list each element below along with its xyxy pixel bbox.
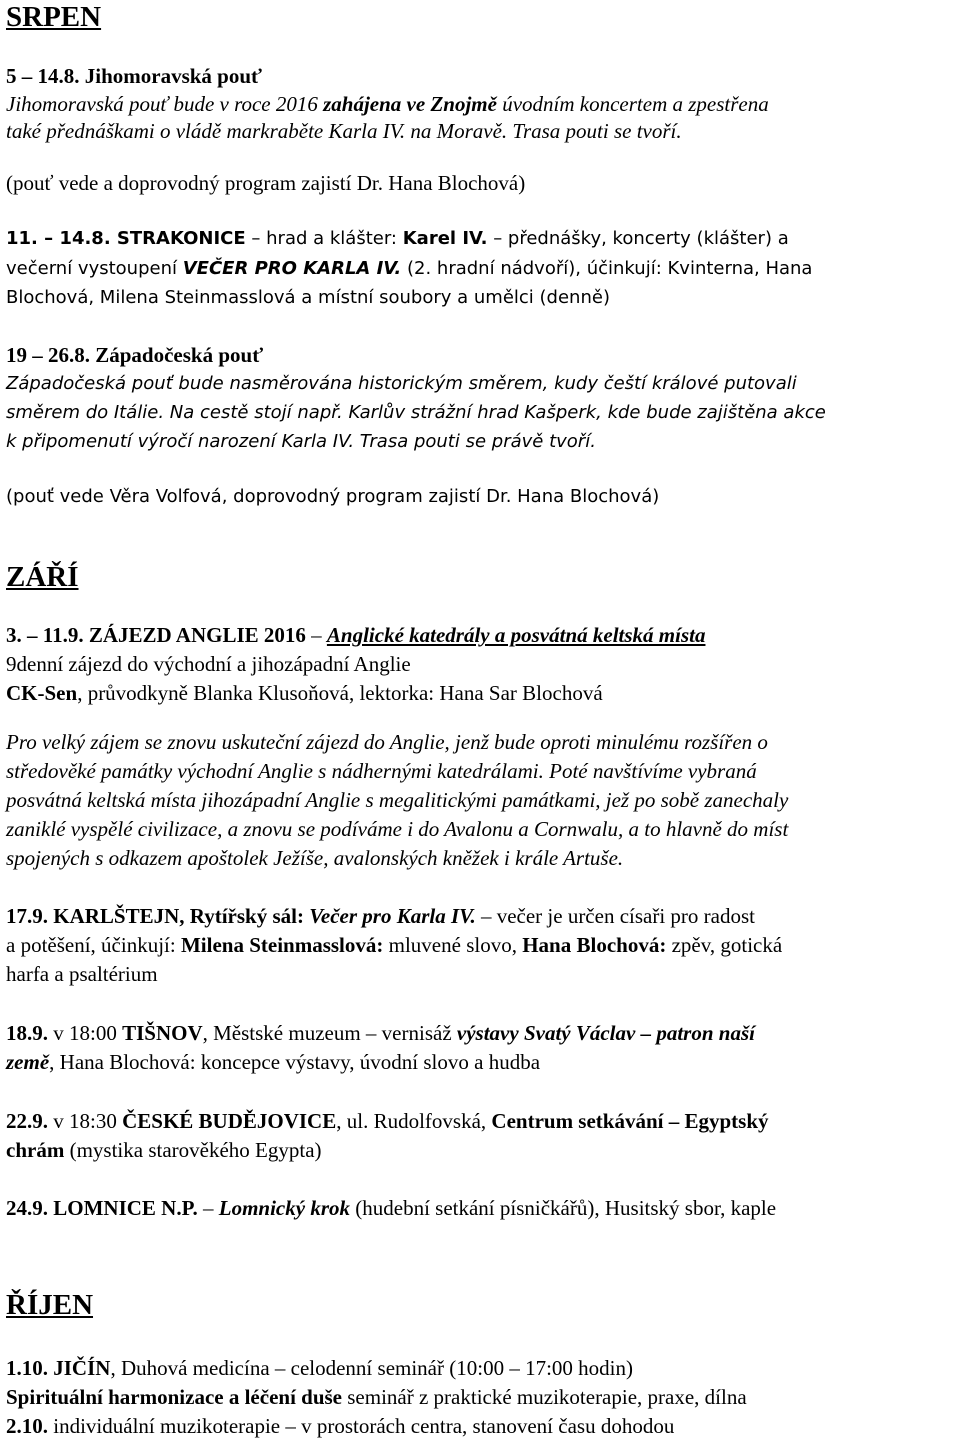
text-run: 19 – 26.8. Západočeská pouť [6,343,264,367]
text-run: (hudební setkání písničkářů), Husitský sbor, kaple [350,1196,777,1220]
text-run: Karel IV. [402,228,488,249]
text-run: 18.9. [6,1021,48,1045]
text-run: úvodním koncertem a zpestřena [496,92,769,116]
event-anglie-desc-1 [6,729,768,755]
text-run: k připomenutí výročí narození Karla IV. Trasa pouti se právě tvoří. [6,431,596,452]
text-run: – [197,1196,219,1220]
event-jihomoravska-desc-1 [6,91,769,117]
text-run: 5 – 14.8. Jihomoravská pouť [6,64,262,88]
text-run: Pro velký zájem se znovu uskuteční zájezd do Anglie, jenž bude oproti minulému rozšířen o [6,730,768,754]
section-heading-rijen: ŘÍJEN [6,1289,94,1321]
text-run: chrám [6,1138,65,1162]
section-heading-zari: ZÁŘÍ [6,561,79,593]
text-run: 3. – 11.9. ZÁJEZD ANGLIE 2016 [6,623,306,647]
text-run: Jihomoravská pouť bude v roce 2016 [6,92,324,116]
event-anglie-desc-3 [6,787,788,813]
event-lomnice [6,1195,776,1221]
event-budejovice-2 [6,1137,322,1163]
text-run: Večer pro Karla IV. [309,904,476,928]
event-jicin-2 [6,1384,747,1410]
text-run: Centrum setkávání – Egyptský [491,1109,769,1133]
event-tisnov-1 [6,1020,755,1046]
event-anglie-desc-2 [6,758,757,784]
text-run: 1.10. JIČÍN [6,1356,111,1380]
text-run: 22.9. [6,1109,48,1133]
text-run: 9denní zájezd do východní a jihozápadní Anglie [6,652,411,676]
text-run: (pouť vede a doprovodný program zajistí Dr. Hana Blochová) [6,171,526,195]
text-run: 2.10. [6,1414,48,1438]
text-run: , Hana Blochová: koncepce výstavy, úvodní slovo a hudba [49,1050,541,1074]
text-run: harfa a psaltérium [6,962,158,986]
text-run: posvátná keltská místa jihozápadní Anglie s megalitickými památkami, jež po sobě zanechaly [6,788,789,812]
event-jicin-1 [6,1355,633,1381]
event-anglie-organizer [6,680,603,706]
text-run: spojených s odkazem apoštolek Ježíše, avalonských kněžek i krále Artuše. [6,846,624,870]
text-run: země [6,1050,50,1074]
text-run: – přednášky, koncerty (klášter) a [487,228,789,249]
text-run: směrem do Itálie. Na cestě stojí např. Karlův strážní hrad Kašperk, kde bude zajištěna akce [6,402,826,423]
text-run: zahájena ve Znojmě [323,92,497,116]
text-run: středověké památky východní Anglie s nádhernými katedrálami. Poté navštívíme vybraná [6,759,757,783]
text-run: VEČER PRO KARLA IV. [182,258,402,279]
text-run: Spirituální harmonizace a léčení duše [6,1385,342,1409]
text-run: , Městské muzeum – vernisáž [202,1021,457,1045]
text-run: Milena Steinmasslová: [180,933,384,957]
text-run: TIŠNOV [122,1021,203,1045]
section-heading-srpen: SRPEN [6,1,102,33]
event-anglie-subtitle [6,651,411,677]
text-run: zpěv, gotická [666,933,783,957]
event-karlstejn-3 [6,961,158,987]
event-zapadoceska-title [6,342,263,368]
event-zapadoceska-desc-2 [6,400,826,426]
event-strakonice-2 [6,256,812,282]
event-tisnov-2 [6,1049,540,1075]
text-run: (mystika starověkého Egypta) [64,1138,322,1162]
event-karlstejn-2 [6,932,782,958]
event-jicin-3 [6,1413,674,1439]
text-run: 24.9. LOMNICE N.P. [6,1196,198,1220]
text-run: Blochová, Milena Steinmasslová a místní soubory a umělci (denně) [6,287,610,308]
event-zapadoceska-note [6,484,659,510]
event-anglie-title [6,622,705,648]
text-run: zaniklé vyspělé civilizace, a znovu se podíváme i do Avalonu a Cornwalu, a to hlavně do míst [6,817,789,841]
text-run: večerní vystoupení [6,258,183,279]
text-run: mluvené slovo, [383,933,523,957]
event-zapadoceska-desc-1 [6,371,797,397]
text-run: (pouť vede Věra Volfová, doprovodný program zajistí Dr. Hana Blochová) [6,486,660,507]
event-strakonice-1 [6,226,789,252]
event-budejovice-1 [6,1108,769,1134]
text-run: , Duhová medicína – celodenní seminář (10:00 – 17:00 hodin) [110,1356,633,1380]
text-run: Anglické katedrály a posvátná keltská místa [326,623,706,647]
text-run: , průvodkyně Blanka Klusoňová, lektorka: Hana Sar Blochová [77,681,603,705]
text-run: Lomnický krok [218,1196,350,1220]
text-run: CK-Sen [6,681,78,705]
event-zapadoceska-desc-3 [6,429,596,455]
text-run: – hrad a klášter: [245,228,403,249]
text-run: v 18:00 [48,1021,123,1045]
event-karlstejn-1 [6,903,755,929]
text-run: individuální muzikoterapie – v prostorách centra, stanovení času dohodou [48,1414,675,1438]
text-run: (2. hradní nádvoří), účinkují: Kvinterna, Hana [401,258,813,279]
event-anglie-desc-5 [6,845,623,871]
event-jihomoravska-desc-2 [6,118,682,144]
text-run: – [305,623,327,647]
text-run: a potěšení, účinkují: [6,933,181,957]
text-run: seminář z praktické muzikoterapie, praxe, dílna [342,1385,747,1409]
text-run: v 18:30 [48,1109,123,1133]
text-run: 11. – 14.8. STRAKONICE [6,228,246,249]
text-run: také přednáškami o vládě markraběte Karla IV. na Moravě. Trasa pouti se tvoří. [6,119,682,143]
text-run: ČESKÉ BUDĚJOVICE [122,1109,337,1133]
event-strakonice-3 [6,285,610,311]
text-run: Hana Blochová: [522,933,667,957]
text-run: 17.9. KARLŠTEJN, Rytířský sál: [6,904,310,928]
event-jihomoravska-title [6,63,262,89]
text-run: výstavy Svatý Václav – patron naší [456,1021,755,1045]
event-anglie-desc-4 [6,816,788,842]
text-run: Západočeská pouť bude nasměrována historickým směrem, kudy čeští králové putovali [6,373,797,394]
text-run: – večer je určen císaři pro radost [475,904,755,928]
text-run: , ul. Rudolfovská, [336,1109,492,1133]
event-jihomoravska-note [6,170,525,196]
